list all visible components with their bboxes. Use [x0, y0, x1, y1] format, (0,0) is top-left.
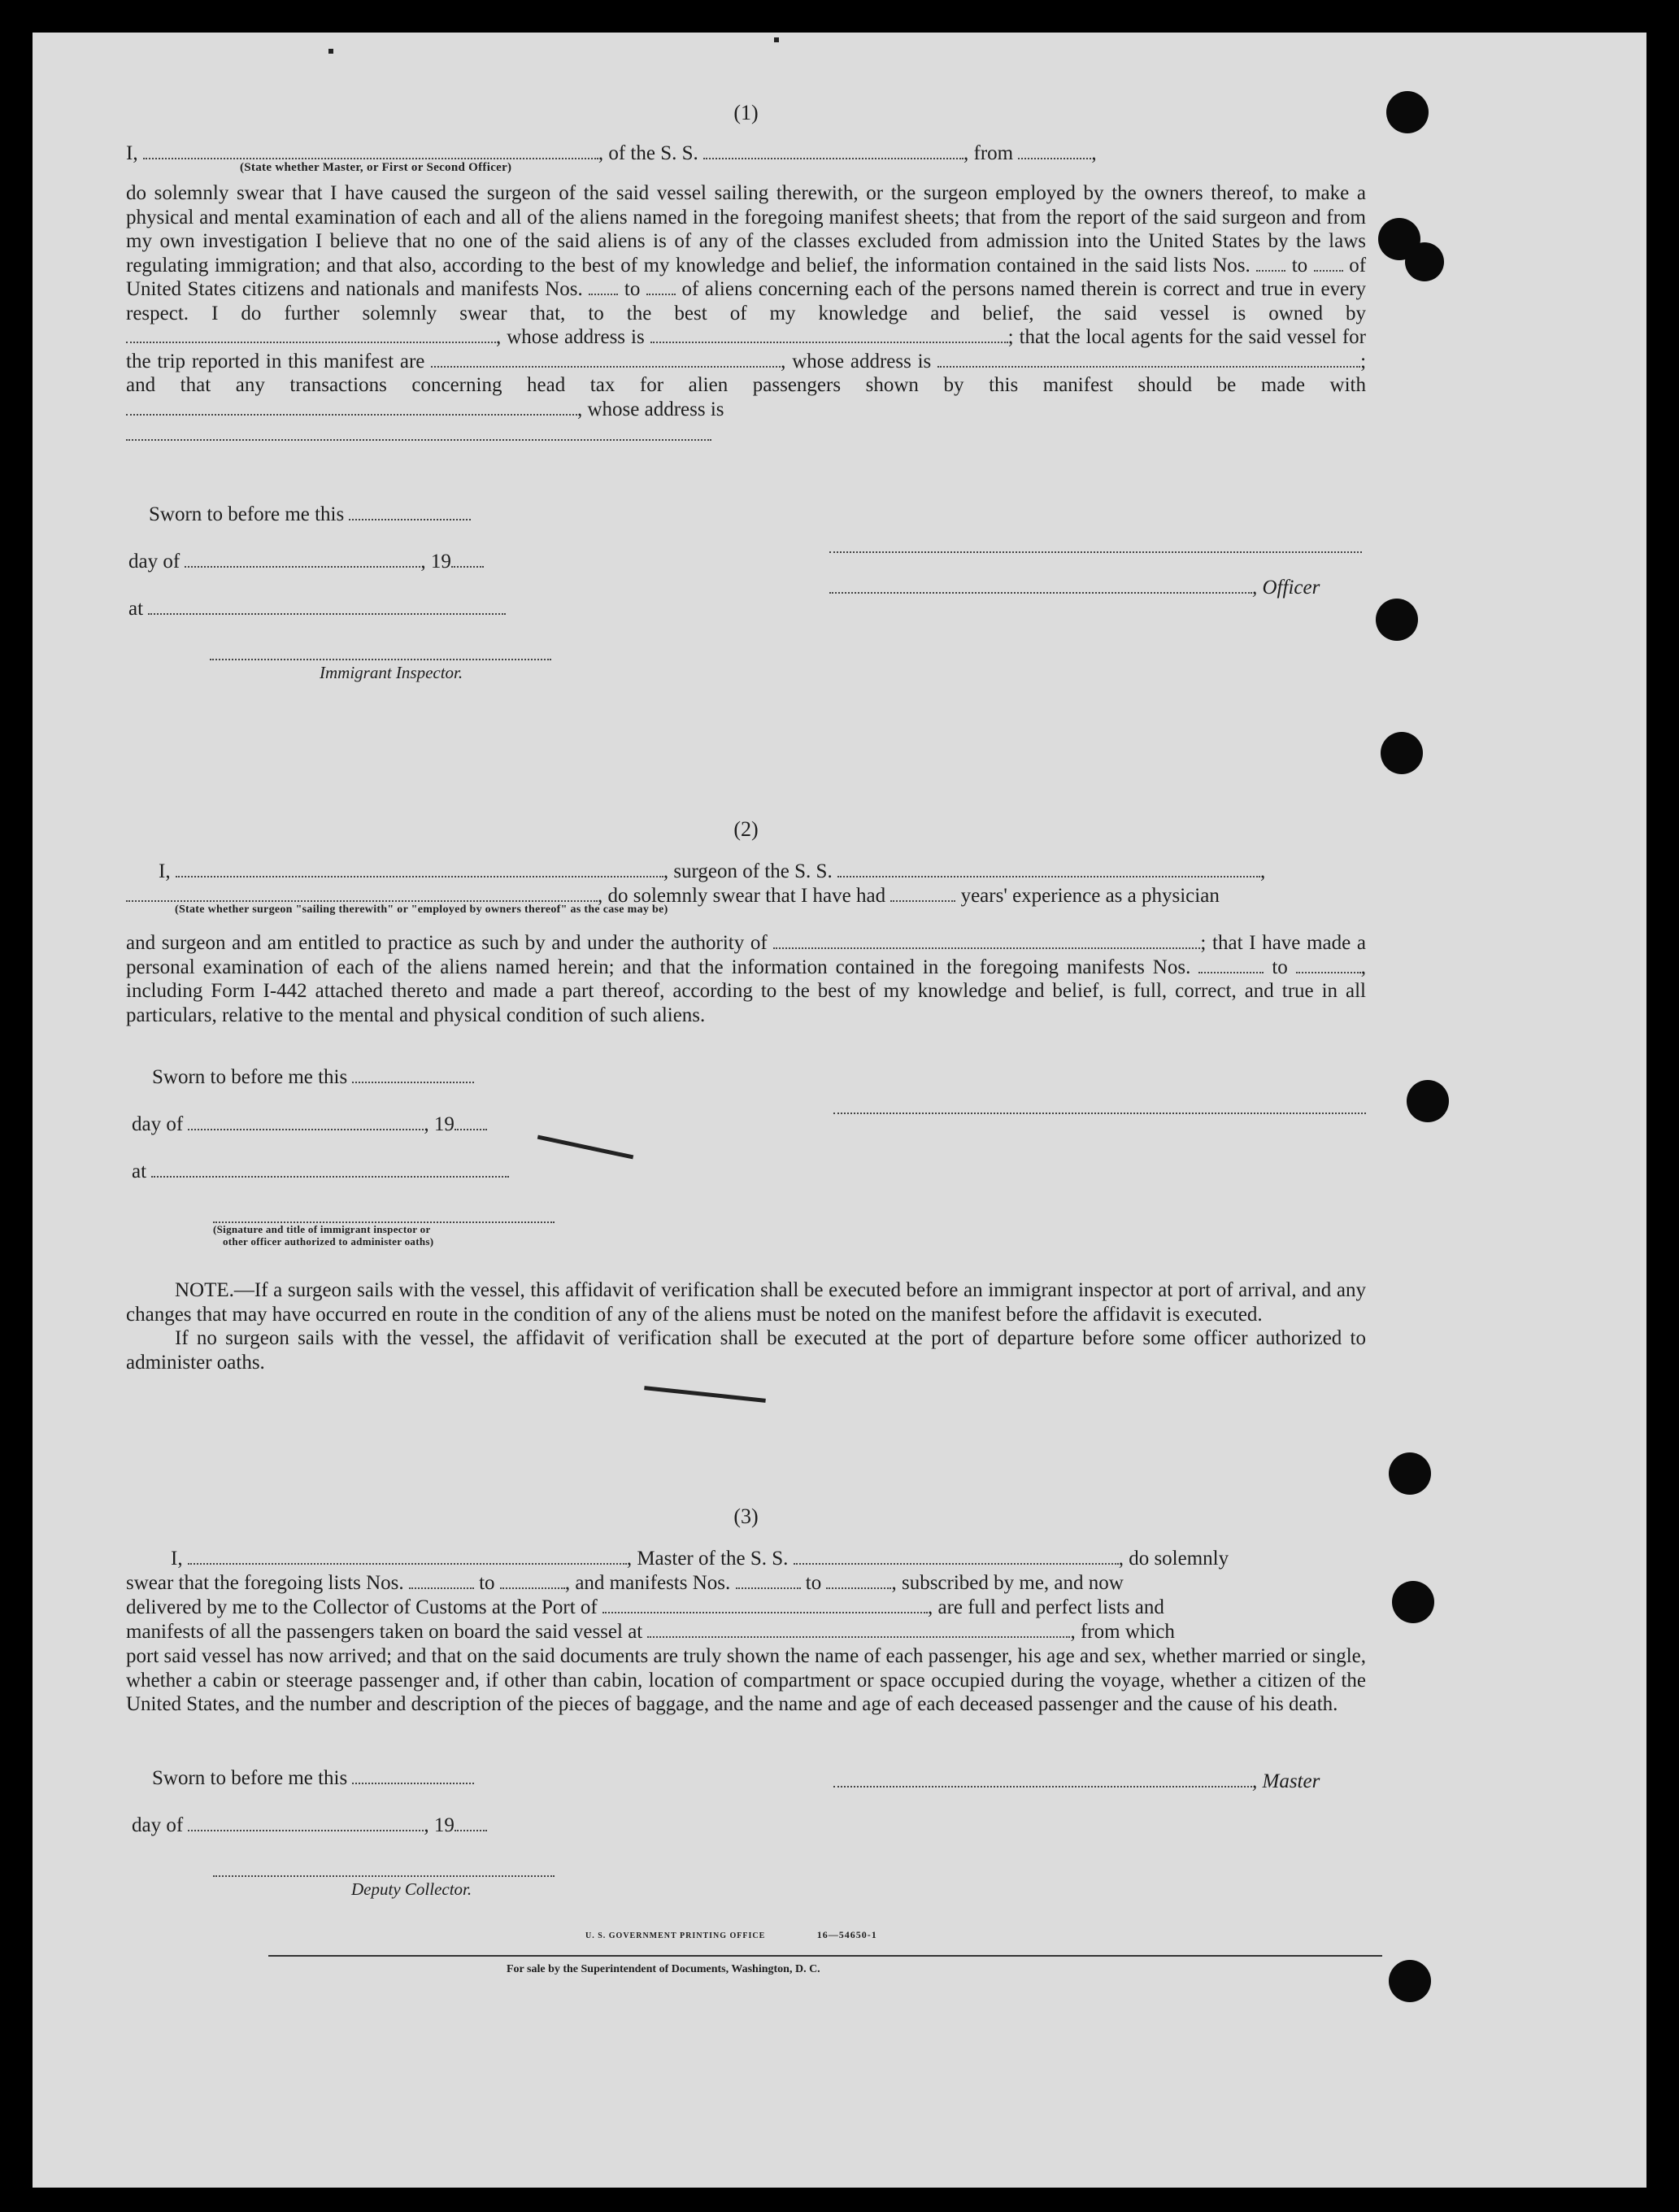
jurat-1: [128, 503, 551, 685]
blank-field: [647, 1622, 1070, 1638]
oath-text: of United States citizens and nationals and manifests Nos.: [126, 254, 1367, 300]
master-signature: [833, 1770, 1320, 1794]
note-paragraph: [126, 1278, 1366, 1374]
sale-notice: For sale by the Superintendent of Documents, Washington, D. C.: [507, 1963, 820, 1975]
punch-hole: [1381, 732, 1423, 774]
blank-field: [1198, 959, 1264, 973]
blank-field: [837, 861, 1260, 877]
under-note: (State whether Master, or First or Second Officer): [240, 161, 512, 174]
year-label: , 19: [424, 1113, 455, 1135]
section-number: (1): [733, 101, 759, 124]
label-address: , whose address is: [496, 326, 645, 348]
label-I: I,: [126, 142, 138, 164]
blank-field: [602, 1597, 928, 1613]
blank-field: [703, 143, 963, 159]
blank-field: [1296, 959, 1361, 973]
gpo-imprint: [585, 1929, 877, 1941]
scan-mark: [328, 49, 333, 54]
blank-field: [176, 861, 663, 877]
blank-field: [151, 1161, 509, 1178]
label-master-of: , Master of the S. S.: [626, 1548, 789, 1570]
label-surgeon-of: , surgeon of the S. S.: [663, 860, 833, 882]
punch-hole: [1386, 91, 1429, 133]
deputy-title: Deputy Collector.: [351, 1879, 472, 1899]
signature-note-line: other officer authorized to administer oaths): [223, 1235, 434, 1248]
signature-note: [213, 1223, 555, 1248]
punch-hole: [1389, 1452, 1431, 1495]
label-to: to: [805, 1572, 822, 1594]
year-label: , 19: [424, 1814, 455, 1836]
jurat-3: [132, 1766, 555, 1901]
signature-line: [829, 537, 1362, 553]
blank-field: [650, 329, 1008, 343]
blank-field: [1256, 257, 1285, 272]
master-title: , Master: [1252, 1770, 1320, 1792]
oath-text: manifests of all the passengers taken on board the said vessel at: [126, 1621, 643, 1643]
oath-text: delivered by me to the Collector of Customs at the Port of: [126, 1596, 598, 1618]
note-text: If no surgeon sails with the vessel, the affidavit of verification shall be executed at the port of departure before some officer authorized to administer oaths.: [126, 1327, 1366, 1374]
note-text: NOTE.—If a surgeon sails with the vessel, this affidavit of verification shall be executed before an immigrant inspector at port of arrival, and any changes that may have occurred en route in the condition of any of the aliens must be noted on the manifest before the affidavit is executed.: [126, 1279, 1366, 1326]
signature-line: [210, 644, 551, 660]
year-label: , 19: [420, 551, 451, 573]
oath-paragraph: do solemnly swear that I have caused the surgeon of the said vessel sailing therewith, or the surgeon employed by the owners thereof, to make a physical and mental examination of each and all of the aliens named in the foregoing manifest sheets; that from the report of the said surgeon and from my own investigation I believe that no one of the said aliens is of any of the classes excluded from admission into the United States by the laws regulating immigration; and that also, according to the best of my knowledge and belief, the information contained in the said lists Nos. to of United States citizens and nationals and manifests Nos. to of aliens concerning each of the persons named therein is correct and true in every respect. I do further solemnly swear that, to the best of my knowledge and belief, the said vessel is owned by , whose address is ; that the local agents for the said vessel for the trip reported in this manifest are , whose address is ; and that any transactions concerning head tax for alien passengers shown by this manifest should be made with , whose address is: [126, 182, 1367, 420]
oath-text: , do solemnly swear that I have had: [598, 885, 886, 907]
scan-mark: [644, 1386, 766, 1403]
punch-hole: [1392, 1581, 1434, 1623]
signature-line: [833, 1098, 1366, 1114]
oath-text: , are full and perfect lists and: [928, 1596, 1164, 1618]
oath-text: and surgeon and am entitled to practice as such by and under the authority of: [126, 932, 768, 954]
oath-paragraph: and surgeon and am entitled to practice as such by and under the authority of ; that I have made a personal examination of each of the aliens named herein; and that the information contained in the foregoing manifests Nos. to , including Form I-442 attached thereto and made a part thereof, according to the best of my knowledge and belief, is full, correct, and true in all particulars, relative to the mental and physical condition of such aliens.: [126, 932, 1367, 1026]
blank-field: [126, 329, 496, 343]
affidavit-master-final: [126, 1504, 1366, 1717]
oath-paragraph: port said vessel has now arrived; and that on the said documents are truly shown the name of each passenger, his age and sex, whether married or single, whether a cabin or steerage passenger and, if other than cabin, location of compartment or space occupied during the voyage, whether a citizen of the United States, and the number and description of the pieces of baggage, and the name and age of each deceased passenger and the cause of his death.: [126, 1645, 1366, 1715]
footer-rule: [268, 1955, 1382, 1957]
label-address: whose address is: [792, 350, 932, 372]
blank-field: [455, 1114, 487, 1130]
blank-field: [148, 599, 506, 615]
blank-field: [352, 1067, 474, 1083]
signature-note-line: (Signature and title of immigrant inspector or: [213, 1223, 431, 1235]
blank-field: [1314, 257, 1343, 272]
label-I: I,: [159, 860, 171, 882]
punch-hole: [1405, 242, 1444, 281]
blank-field: [833, 1771, 1252, 1787]
inspector-title: Immigrant Inspector.: [320, 663, 463, 682]
signature-line: [213, 1207, 555, 1223]
blank-field: [143, 143, 598, 159]
surgeon-signature: [833, 1098, 1366, 1114]
label-address: , whose address is: [577, 398, 724, 420]
blank-field: [409, 1573, 474, 1589]
jurat-2: [132, 1065, 555, 1248]
blank-field: [826, 1573, 891, 1589]
blank-field: [126, 886, 598, 902]
label-to: to: [624, 278, 641, 300]
oath-text: years' experience as a physician: [960, 885, 1220, 907]
blank-field: [773, 934, 1200, 949]
sworn-label: Sworn to before me this: [149, 503, 345, 525]
blank-field: [126, 401, 577, 416]
affidavit-surgeon: (2) I, , surgeon of the S. S. , , do solemnly swear that I have had years' experience as a physician (State whether surgeon "sailing therewith" or "employed by owners thereof" as the case may be) and surgeon and am entitled to practice as such by and under the authority of ; that I have made a personal examination of each of the aliens named herein; and that the information contained in the foregoing manifests Nos. to , including Form I-442 attached thereto and made a part thereof, according to the best of my knowledge and belief, is full, correct, and true in all particulars, relative to the mental and physical condition of such aliens.: [126, 817, 1367, 1026]
label-from: , from: [963, 142, 1014, 164]
blank-field: [589, 281, 618, 295]
oath-text: , subscribed by me, and now: [891, 1572, 1124, 1594]
sworn-label: Sworn to before me this: [152, 1767, 348, 1789]
section-number: (2): [733, 817, 759, 841]
signature-line: [213, 1861, 555, 1877]
day-of-label: day of: [132, 1814, 184, 1836]
section-number: (3): [733, 1504, 759, 1528]
day-of-label: day of: [128, 551, 181, 573]
oath-text: , and manifests Nos.: [564, 1572, 731, 1594]
oath-text: that I have made a personal examination of each of the aliens named herein; and that the information contained in the foregoing manifests Nos.: [126, 932, 1366, 978]
under-note: (State whether surgeon "sailing therewith" or "employed by owners thereof" as the case may be): [175, 904, 668, 916]
blank-field: [126, 425, 711, 441]
sworn-label: Sworn to before me this: [152, 1066, 348, 1088]
blank-field: [188, 1114, 424, 1130]
officer-signature: [829, 537, 1362, 600]
blank-field: [188, 1548, 627, 1565]
label-to: to: [1272, 956, 1288, 978]
document-page: [33, 33, 1646, 2188]
at-label: at: [128, 598, 144, 620]
oath-text: that the local agents for the said vessel for the trip reported in this manifest are: [126, 326, 1366, 372]
gpo-text: U. S. GOVERNMENT PRINTING OFFICE: [585, 1931, 766, 1940]
blank-field: [1018, 143, 1091, 159]
oath-text: swear that the foregoing lists Nos.: [126, 1572, 404, 1594]
blank-field: [431, 353, 781, 368]
blank-field: [352, 1768, 474, 1784]
at-label: at: [132, 1160, 147, 1182]
form-code: 16—54650-1: [816, 1929, 877, 1940]
blank-field: [646, 281, 676, 295]
oath-text: do solemnly swear that I have caused the surgeon of the said vessel sailing therewith, or the surgeon employed by the owners thereof, to make a physical and mental examination of each and all of the aliens named in the foregoing manifest sheets; that from the report of the said surgeon and from my own investigation I believe that no one of the said aliens is of any of the classes excluded from admission into the United States by the laws regulating immigration; and that also, according to the best of my knowledge and belief, the information contained in the said lists Nos.: [126, 182, 1366, 276]
blank-field: [736, 1573, 801, 1589]
blank-field: [829, 577, 1252, 594]
oath-line: I, , of the S. S. , from ,: [126, 142, 1097, 164]
oath-text: , do solemnly: [1118, 1548, 1229, 1570]
blank-field: [937, 353, 1360, 368]
punch-hole: [1389, 1960, 1431, 2002]
blank-field: [188, 1815, 424, 1831]
affidavit-master: [126, 101, 1366, 441]
oath-text: , including Form I-442 attached thereto and made a part thereof, according to the best of my knowledge and belief, is full, correct, and true in all particulars, relative to the mental and physical condition of such aliens.: [126, 956, 1367, 1026]
punch-hole: [1376, 599, 1418, 641]
officer-title: , Officer: [1252, 577, 1320, 599]
scan-mark: [774, 37, 779, 42]
oath-text: , from which: [1070, 1621, 1175, 1643]
blank-field: [794, 1548, 1119, 1565]
oath-text: of aliens concerning each of the persons named therein is correct and true in every respect. I do further solemnly swear that, to the best of my knowledge and belief, the said vessel is owned by: [126, 278, 1367, 324]
label-to: to: [1291, 254, 1308, 276]
oath-text: ; and that any transactions concerning head tax for alien passengers shown by this manifest should be made with: [126, 350, 1367, 396]
label-I: I,: [171, 1548, 183, 1570]
blank-field: [451, 551, 484, 568]
blank-field: [349, 504, 471, 520]
punch-hole: [1407, 1080, 1449, 1122]
blank-field: [500, 1573, 565, 1589]
blank-field: [185, 551, 420, 568]
day-of-label: day of: [132, 1113, 184, 1135]
blank-field: [890, 886, 955, 902]
blank-field: [455, 1815, 487, 1831]
label-of-ss: , of the S. S.: [598, 142, 698, 164]
label-to: to: [479, 1572, 495, 1594]
